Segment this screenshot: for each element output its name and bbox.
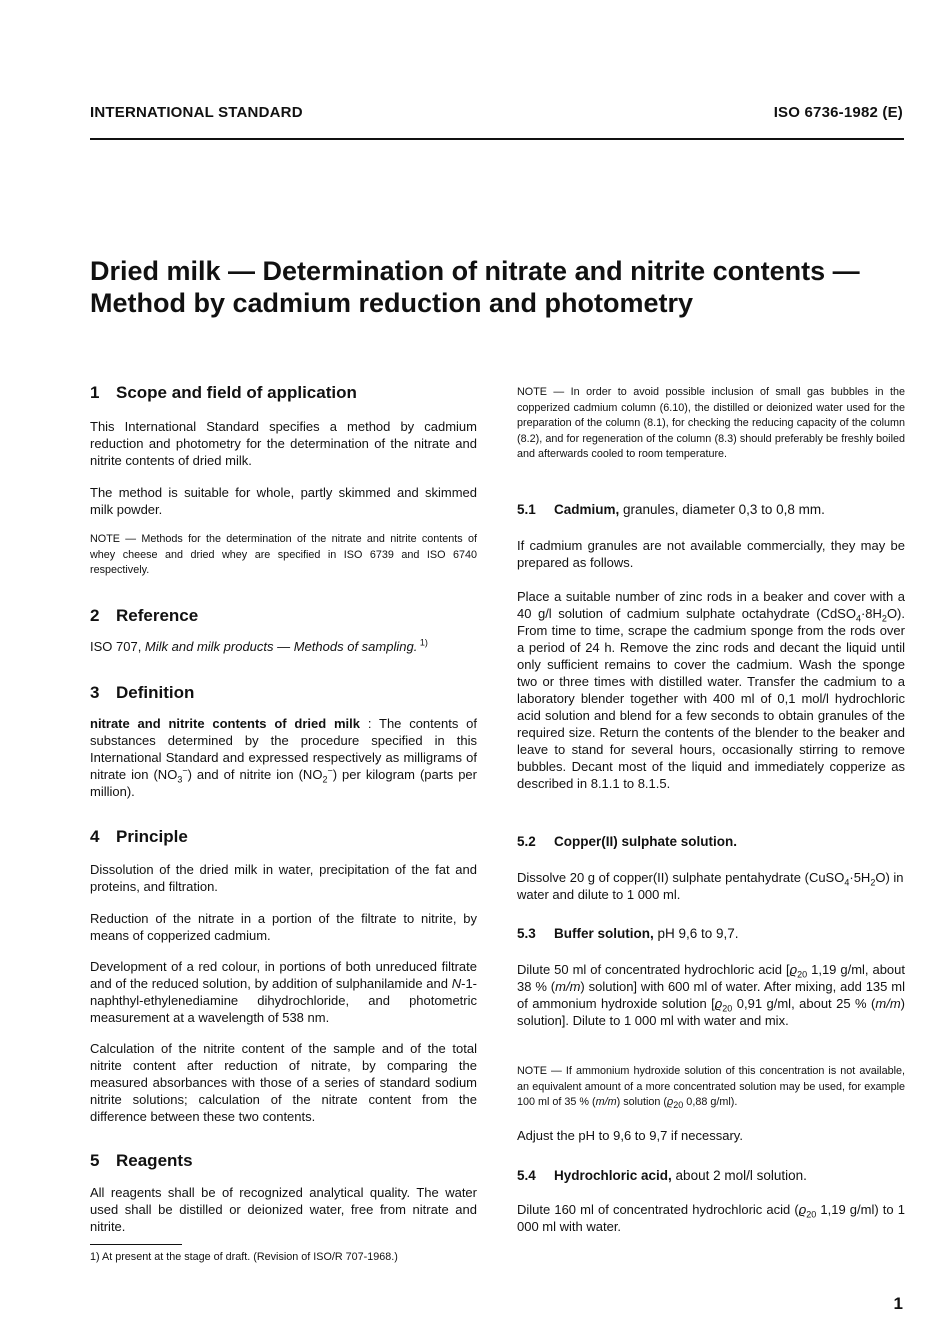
section-3-heading <box>90 683 477 703</box>
subsection-title: Cadmium, <box>554 502 620 517</box>
subscript: 2 <box>881 613 887 624</box>
copper-text: O) in water and dilute to 1 000 ml. <box>517 870 904 902</box>
reagents-paragraph: All reagents shall be of recognized analytical quality. The water used shall be distilled or deionized water, free from nitrate and nitrite. <box>90 1185 477 1234</box>
superscript: − <box>182 765 188 776</box>
buffer-text: Dilute 50 ml of concentrated hydrochloric acid [ <box>517 962 790 977</box>
footnote-marker: 1) <box>417 637 428 648</box>
subscript: 20 <box>673 1100 684 1111</box>
scope-paragraph-2: The method is suitable for whole, partly skimmed and skimmed milk powder. <box>90 485 477 517</box>
subsection-number: 5.1 <box>517 502 536 517</box>
section-1-heading <box>90 383 477 403</box>
section-4-heading <box>90 827 477 847</box>
cadmium-text: Place a suitable number of zinc rods in a beaker and cover with a 40 g/l solution of cadmium sulphate octahydrate (CdSO <box>517 589 905 621</box>
superscript: − <box>327 765 333 776</box>
principle-text: Development of a red colour, in portions of both unreduced filtrate and of the reduced solution, by addition of sulphanilamide and <box>90 959 477 991</box>
principle-paragraph-4: Calculation of the nitrite content of the sample and of the total nitrite content after reduction of nitrate, by comparing the measured absorbances with those of a series of standard sodium nitrite solutions; calculation of the nitrate content from the difference between these two contents. <box>90 1041 477 1124</box>
section-5-heading <box>90 1151 477 1171</box>
definition-text: : The contents of substances determined by the procedure specified in this International Standard and expressed respectively as milligrams of nitrate ion (NO <box>90 716 477 782</box>
buffer-text: 0,91 g/ml, about 25 % ( <box>732 996 876 1011</box>
subsection-5-3-heading <box>517 926 905 941</box>
section-title: Scope and field of application <box>116 383 357 402</box>
footnote-rule <box>90 1244 182 1245</box>
subsection-number: 5.2 <box>517 834 536 849</box>
reagents-note: NOTE — In order to avoid possible inclusion of small gas bubbles in the copperized cadmium column (6.10), the distilled or deionized water used for the preparation of the column (8.1), for checking the reducing capacity of the column (8.2), and for regeneration of the column (8.3) should preferably be freshly boiled and afterwards cooled to room temperature. <box>517 386 905 460</box>
scope-note: NOTE — Methods for the determination of the nitrate and nitrite contents of whey cheese and dried whey are specified in ISO 6739 and ISO 6740 respectively. <box>90 533 477 576</box>
copper-text: Dissolve 20 g of copper(II) sulphate pentahydrate (CuSO <box>517 870 845 885</box>
cadmium-paragraph-1: If cadmium granules are not available commercially, they may be prepared as follows. <box>517 538 905 570</box>
note-text: NOTE — If ammonium hydroxide solution of this concentration is not available, an equivalent amount of a more concentrated solution may be used, for example 100 ml of 35 % ( <box>517 1065 905 1108</box>
scope-paragraph-1: This International Standard specifies a method by cadmium reduction and photometry for the determination of the nitrate and nitrite contents of dried milk. <box>90 419 477 468</box>
subscript: 2 <box>870 877 876 888</box>
section-number: 1 <box>90 383 100 402</box>
subsection-5-4-heading <box>517 1168 905 1183</box>
density-symbol: ϱ <box>798 1202 807 1217</box>
section-number: 2 <box>90 606 100 625</box>
buffer-text: 1,19 g/ml, about 38 % ( <box>517 962 906 994</box>
density-symbol: ϱ <box>667 1096 674 1108</box>
subsection-5-2-heading <box>517 834 905 849</box>
principle-paragraph-2: Reduction of the nitrate in a portion of the filtrate to nitrite, by means of copperized cadmium. <box>90 911 477 943</box>
subscript: 2 <box>322 774 328 785</box>
subscript: 20 <box>722 1003 733 1014</box>
copper-paragraph <box>517 869 905 903</box>
subsection-5-1-heading <box>517 502 905 517</box>
section-title: Reagents <box>116 1151 193 1170</box>
section-title: Principle <box>116 827 188 846</box>
principle-text: -1-naphthyl-ethylenediamine dihydrochloride, and photometric measurement at a wavelength of 538 nm. <box>90 976 477 1025</box>
cadmium-text: ·8H <box>860 606 882 621</box>
buffer-paragraph <box>517 961 905 1029</box>
buffer-text: ) solution]. Dilute to 1 000 ml with water and mix. <box>517 996 905 1028</box>
subsection-description: about 2 mol/l solution. <box>671 1168 807 1183</box>
subscript: 4 <box>844 877 850 888</box>
reference-paragraph <box>90 638 477 655</box>
definition-paragraph <box>90 715 477 800</box>
buffer-text: ) solution] with 600 ml of water. After mixing, add 135 ml of ammonium hydroxide solution [ <box>517 979 905 1011</box>
subscript: 4 <box>855 613 861 624</box>
principle-paragraph-3 <box>90 958 477 1026</box>
subsection-number: 5.4 <box>517 1168 536 1183</box>
reference-code: ISO 707, <box>90 639 145 654</box>
density-symbol: ϱ <box>789 962 798 977</box>
subsection-description: granules, diameter 0,3 to 0,8 mm. <box>619 502 825 517</box>
section-title: Reference <box>116 606 199 625</box>
document-title <box>90 255 920 319</box>
principle-italic-n: N <box>451 976 462 991</box>
subsection-title: Hydrochloric acid, <box>554 1168 672 1183</box>
header-rule <box>90 138 904 140</box>
section-2-heading <box>90 606 477 626</box>
hydrochloric-text: 1,19 g/ml) to 1 000 ml with water. <box>517 1202 905 1234</box>
section-title: Definition <box>116 683 195 702</box>
hydrochloric-paragraph <box>517 1201 905 1235</box>
cadmium-paragraph-2 <box>517 588 905 792</box>
mass-fraction: m/m <box>555 979 581 994</box>
section-number: 5 <box>90 1151 100 1170</box>
section-number: 3 <box>90 683 100 702</box>
subsection-title: Buffer solution, <box>554 926 654 941</box>
subsection-title: Copper(II) sulphate solution. <box>554 834 737 849</box>
buffer-adjust-paragraph: Adjust the pH to 9,6 to 9,7 if necessary. <box>517 1128 743 1143</box>
buffer-note <box>517 1064 905 1111</box>
title-line-1: Dried milk — Determination of nitrate and nitrite contents — <box>90 256 860 286</box>
mass-fraction: m/m <box>595 1096 617 1108</box>
principle-paragraph-1: Dissolution of the dried milk in water, precipitation of the fat and proteins, and filtration. <box>90 862 477 894</box>
subsection-description: pH 9,6 to 9,7. <box>653 926 739 941</box>
reference-title: Milk and milk products — Methods of sampling. <box>144 639 418 654</box>
subscript: 20 <box>797 969 808 980</box>
page-number: 1 <box>893 1294 903 1313</box>
subscript: 20 <box>806 1209 817 1220</box>
copper-text: ·5H <box>849 870 871 885</box>
definition-text: ) and of nitrite ion (NO <box>187 767 323 782</box>
title-line-2: Method by cadmium reduction and photometry <box>90 288 694 318</box>
note-text: 0,88 g/ml). <box>683 1096 738 1108</box>
density-symbol: ϱ <box>714 996 723 1011</box>
section-number: 4 <box>90 827 100 846</box>
mass-fraction: m/m <box>875 996 901 1011</box>
definition-text: ) per kilogram (parts per million). <box>90 767 477 799</box>
footnote: 1) At present at the stage of draft. (Revision of ISO/R 707-1968.) <box>90 1251 398 1263</box>
header-document-id: ISO 6736-1982 (E) <box>773 104 903 121</box>
subscript: 3 <box>177 774 183 785</box>
note-text: ) solution ( <box>616 1096 668 1108</box>
subsection-number: 5.3 <box>517 926 536 941</box>
hydrochloric-text: Dilute 160 ml of concentrated hydrochloric acid ( <box>517 1202 799 1217</box>
definition-term: nitrate and nitrite contents of dried milk <box>90 716 361 731</box>
cadmium-text: O). From time to time, scrape the cadmium sponge from the rods over a period of 24 h. Remove the zinc rods and decant the liquid until only sufficient remains to cover the cadmium. Wash the sponge two or three times with distilled water. Transfer the cadmium to a laboratory blender together with 400 ml of 0,1 mol/l hydrochloric acid solution and blend for a few seconds to obtain granules of the required size. Return the contents of the blender to the beaker and leave to stand for several hours, occasionally stirring to remove bubbles. Decant most of the liquid and immediately copperize as described in 8.1.1 to 8.1.5. <box>517 606 905 791</box>
header-standard-label: INTERNATIONAL STANDARD <box>90 104 303 121</box>
